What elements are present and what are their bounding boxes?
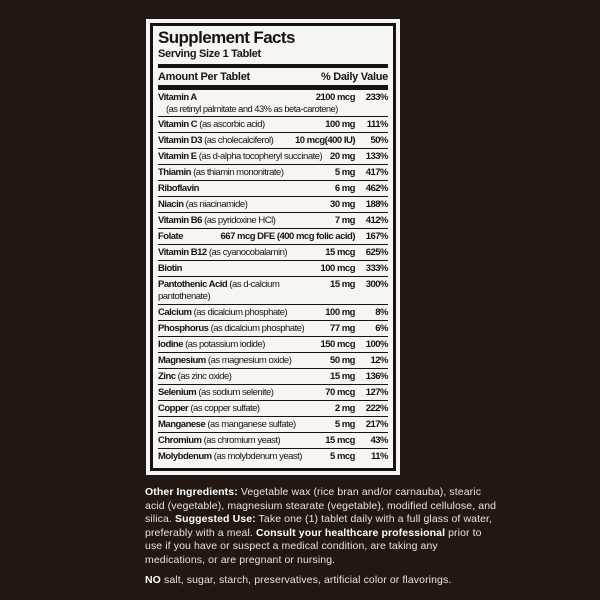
nutrient-row-line bbox=[158, 215, 388, 227]
footer-text-segment: prior to use if you have or suspect a medical condition, are taking any medications, or are pregnant or nursing. bbox=[145, 526, 482, 566]
nutrient-name bbox=[158, 92, 312, 104]
nutrient-daily-value: 333% bbox=[365, 262, 388, 274]
nutrient-source: (as d-calcium pantothenate) bbox=[158, 278, 280, 302]
nutrient-row-line bbox=[158, 403, 388, 415]
nutrient-source: (as cyanocobalamin) bbox=[208, 246, 288, 258]
nutrient-source: (as thiamin mononitrate) bbox=[193, 166, 284, 178]
nutrient-row-line bbox=[158, 323, 388, 335]
nutrient-source: (as dicalcium phosphate) bbox=[210, 322, 305, 334]
nutrient-source: (as cholecalciferol) bbox=[204, 134, 274, 146]
nutrient-source: (as zinc oxide) bbox=[177, 370, 232, 382]
nutrient-row bbox=[158, 368, 388, 384]
nutrient-daily-value: 136% bbox=[365, 370, 388, 382]
column-header-row bbox=[158, 68, 388, 85]
nutrient-row-line bbox=[158, 419, 388, 431]
nutrient-row-line bbox=[158, 387, 388, 399]
footer-text-segment: Take one (1) tablet daily with a full glass of water, preferably with a meal. bbox=[145, 513, 493, 539]
nutrient-daily-value: 167% bbox=[365, 230, 388, 242]
nutrient-row-line bbox=[158, 247, 388, 259]
nutrient-daily-value: 12% bbox=[370, 354, 388, 366]
nutrient-row-line bbox=[158, 355, 388, 367]
nutrient-daily-value: 127% bbox=[365, 386, 388, 398]
nutrient-name-text: Biotin bbox=[158, 262, 182, 274]
nutrient-row bbox=[158, 352, 388, 368]
nutrient-name bbox=[158, 183, 331, 195]
nutrient-row bbox=[158, 384, 388, 400]
nutrient-row bbox=[158, 212, 388, 228]
serving-size: Serving Size 1 Tablet bbox=[158, 48, 261, 60]
nutrient-name-text: Vitamin B6 bbox=[158, 214, 202, 226]
nutrient-row bbox=[158, 90, 388, 116]
nutrient-source: (as manganese sulfate) bbox=[207, 418, 296, 430]
nutrient-amount: 77 mg bbox=[330, 322, 355, 334]
nutrient-amount: 5 mg bbox=[334, 166, 355, 178]
nutrient-amount: 30 mg bbox=[330, 198, 355, 210]
nutrient-row bbox=[158, 228, 388, 244]
nutrient-row bbox=[158, 164, 388, 180]
nutrient-name bbox=[158, 119, 321, 131]
nutrient-name bbox=[158, 371, 326, 383]
nutrient-daily-value: 8% bbox=[375, 306, 388, 318]
nutrient-name bbox=[158, 387, 321, 399]
nutrient-source: (as magnesium oxide) bbox=[207, 354, 292, 366]
nutrient-name-text: Iodine bbox=[158, 338, 183, 350]
nutrient-name-text: Folate bbox=[158, 230, 183, 242]
nutrient-source: (as sodium selenite) bbox=[198, 386, 274, 398]
nutrient-row-line bbox=[158, 135, 388, 147]
nutrient-row-line bbox=[158, 92, 388, 104]
footer-text-segment: NO bbox=[145, 574, 161, 586]
nutrient-daily-value: 111% bbox=[366, 118, 388, 130]
footer-text-segment: Vegetable wax (rice bran and/or carnauba), stearic acid (vegetable), magnesium stearate (vegetable), modified cellulose, and silica. bbox=[145, 486, 497, 525]
nutrient-row-line bbox=[158, 167, 388, 179]
nutrient-name bbox=[158, 199, 326, 211]
nutrient-row bbox=[158, 304, 388, 320]
nutrient-source: (as dicalcium phosphate) bbox=[193, 306, 288, 318]
supplement-facts-panel bbox=[146, 19, 400, 475]
nutrient-daily-value: 625% bbox=[365, 246, 388, 258]
nutrient-row bbox=[158, 432, 388, 448]
nutrient-row bbox=[158, 244, 388, 260]
nutrient-row-line bbox=[158, 371, 388, 383]
nutrient-name-text: Magnesium bbox=[158, 354, 206, 366]
footer-text-block bbox=[145, 486, 499, 588]
nutrient-name-text: Selenium bbox=[158, 386, 197, 398]
nutrient-daily-value: 222% bbox=[365, 402, 388, 414]
nutrient-name bbox=[158, 167, 331, 179]
nutrient-name bbox=[158, 323, 326, 335]
nutrient-name bbox=[158, 279, 326, 303]
nutrient-row-line bbox=[158, 435, 388, 447]
nutrient-row-line bbox=[158, 451, 388, 463]
nutrient-row-line bbox=[158, 263, 388, 275]
nutrient-amount: 5 mg bbox=[334, 418, 355, 430]
nutrient-source: (as pyridoxine HCl) bbox=[204, 214, 276, 226]
nutrient-amount: 150 mcg bbox=[320, 338, 355, 350]
nutrient-daily-value: 50% bbox=[370, 134, 388, 146]
nutrient-daily-value: 233% bbox=[365, 91, 388, 103]
nutrient-amount: 15 mcg bbox=[325, 246, 355, 258]
nutrient-source: (as potassium iodide) bbox=[185, 338, 265, 350]
nutrient-row bbox=[158, 180, 388, 196]
nutrient-name bbox=[158, 231, 217, 243]
nutrient-name-text: Calcium bbox=[158, 306, 192, 318]
nutrient-row bbox=[158, 116, 388, 132]
nutrient-amount: 15 mcg bbox=[325, 434, 355, 446]
other-ingredients-paragraph bbox=[145, 486, 499, 567]
no-additives-paragraph bbox=[145, 574, 499, 588]
footer-text-segment: Consult your healthcare professional bbox=[255, 526, 446, 539]
nutrient-daily-value: 300% bbox=[365, 278, 388, 290]
nutrient-row-line bbox=[158, 231, 388, 243]
nutrient-name-text: Vitamin D3 bbox=[158, 134, 202, 146]
nutrient-daily-value: 417% bbox=[365, 166, 388, 178]
nutrient-daily-value: 188% bbox=[365, 198, 388, 210]
nutrient-daily-value: 6% bbox=[375, 322, 388, 334]
nutrient-daily-value: 462% bbox=[365, 182, 388, 194]
nutrient-name bbox=[158, 403, 331, 415]
nutrient-row-line bbox=[158, 199, 388, 211]
nutrient-daily-value: 217% bbox=[365, 418, 388, 430]
nutrient-daily-value: 133% bbox=[365, 150, 388, 162]
nutrient-name bbox=[158, 263, 316, 275]
nutrient-name bbox=[158, 151, 326, 163]
nutrient-daily-value: 11% bbox=[371, 450, 388, 462]
footer-text-segment: Other Ingredients: bbox=[145, 486, 238, 498]
nutrient-row-line bbox=[158, 183, 388, 195]
nutrient-amount: 2 mg bbox=[334, 402, 355, 414]
panel-border bbox=[150, 23, 396, 471]
nutrient-name-text: Phosphorus bbox=[158, 322, 209, 334]
nutrient-row bbox=[158, 148, 388, 164]
nutrient-source: (as molybdenum yeast) bbox=[213, 450, 302, 462]
nutrient-subnote: (as retinyl palmitate and 43% as beta-carotene) bbox=[166, 103, 338, 114]
nutrient-name bbox=[158, 451, 326, 463]
nutrient-name bbox=[158, 247, 321, 259]
nutrient-name bbox=[158, 419, 331, 431]
amount-per-tablet-header: Amount Per Tablet bbox=[158, 70, 250, 83]
nutrient-amount: 10 mcg(400 IU) bbox=[294, 134, 355, 146]
nutrient-name-text: Zinc bbox=[158, 370, 176, 382]
nutrient-source: (as d-alpha tocopheryl succinate) bbox=[198, 150, 323, 162]
nutrient-amount: 50 mg bbox=[330, 354, 355, 366]
nutrient-amount: 7 mg bbox=[334, 214, 355, 226]
nutrient-row bbox=[158, 416, 388, 432]
nutrient-source: (as ascorbic acid) bbox=[199, 118, 265, 130]
nutrient-row-line bbox=[158, 279, 388, 303]
nutrient-amount: 100 mg bbox=[325, 118, 355, 130]
nutrient-amount: 6 mg bbox=[334, 182, 355, 194]
nutrient-amount: 667 mcg DFE (400 mcg folic acid) bbox=[220, 230, 355, 242]
nutrient-name-text: Riboflavin bbox=[158, 182, 199, 194]
nutrient-row bbox=[158, 400, 388, 416]
nutrient-name bbox=[158, 339, 316, 351]
nutrient-row-line bbox=[158, 151, 388, 163]
nutrient-name-text: Manganese bbox=[158, 418, 206, 430]
nutrient-name-text: Molybdenum bbox=[158, 450, 212, 462]
nutrient-amount: 70 mcg bbox=[325, 386, 355, 398]
nutrient-name-text: Chromium bbox=[158, 434, 202, 446]
nutrient-source: (as copper sulfate) bbox=[190, 402, 260, 414]
nutrient-row-line bbox=[158, 339, 388, 351]
nutrient-row bbox=[158, 132, 388, 148]
nutrient-rows bbox=[158, 90, 388, 464]
nutrient-name bbox=[158, 435, 321, 447]
nutrient-name-text: Thiamin bbox=[158, 166, 191, 178]
nutrient-name bbox=[158, 307, 321, 319]
nutrient-amount: 15 mg bbox=[330, 278, 355, 290]
nutrient-amount: 15 mg bbox=[330, 370, 355, 382]
percent-daily-value-header: % Daily Value bbox=[320, 70, 388, 83]
nutrient-row-line bbox=[158, 307, 388, 319]
nutrient-row bbox=[158, 276, 388, 304]
nutrient-row bbox=[158, 196, 388, 212]
footer-text-segment: salt, sugar, starch, preservatives, artificial color or flavorings. bbox=[160, 574, 452, 586]
nutrient-amount: 5 mcg bbox=[330, 450, 355, 462]
nutrient-row bbox=[158, 448, 388, 464]
nutrient-name-text: Vitamin E bbox=[158, 150, 197, 162]
nutrient-name-text: Copper bbox=[158, 402, 189, 414]
nutrient-source: (as niacinamide) bbox=[185, 198, 248, 210]
nutrient-name-text: Vitamin C bbox=[158, 118, 198, 130]
nutrient-name-text: Niacin bbox=[158, 198, 184, 210]
nutrient-source: (as chromium yeast) bbox=[203, 434, 281, 446]
nutrient-row bbox=[158, 320, 388, 336]
nutrient-row bbox=[158, 260, 388, 276]
nutrient-amount: 100 mcg bbox=[320, 262, 355, 274]
nutrient-name-text: Pantothenic Acid bbox=[158, 278, 228, 290]
nutrient-row bbox=[158, 336, 388, 352]
nutrient-name-text: Vitamin B12 bbox=[158, 246, 207, 258]
footer-text-segment: Suggested Use: bbox=[174, 513, 256, 525]
nutrient-amount: 2100 mcg bbox=[315, 91, 355, 103]
nutrient-daily-value: 100% bbox=[365, 338, 388, 350]
nutrient-name bbox=[158, 355, 326, 367]
nutrient-amount: 100 mg bbox=[325, 306, 355, 318]
nutrient-name bbox=[158, 135, 291, 147]
nutrient-daily-value: 43% bbox=[370, 434, 388, 446]
nutrient-name-text: Vitamin A bbox=[158, 91, 197, 103]
nutrient-name bbox=[158, 215, 331, 227]
nutrient-amount: 20 mg bbox=[330, 150, 355, 162]
nutrient-daily-value: 412% bbox=[365, 214, 388, 226]
nutrient-row-line bbox=[158, 119, 388, 131]
panel-title: Supplement Facts bbox=[158, 28, 295, 47]
